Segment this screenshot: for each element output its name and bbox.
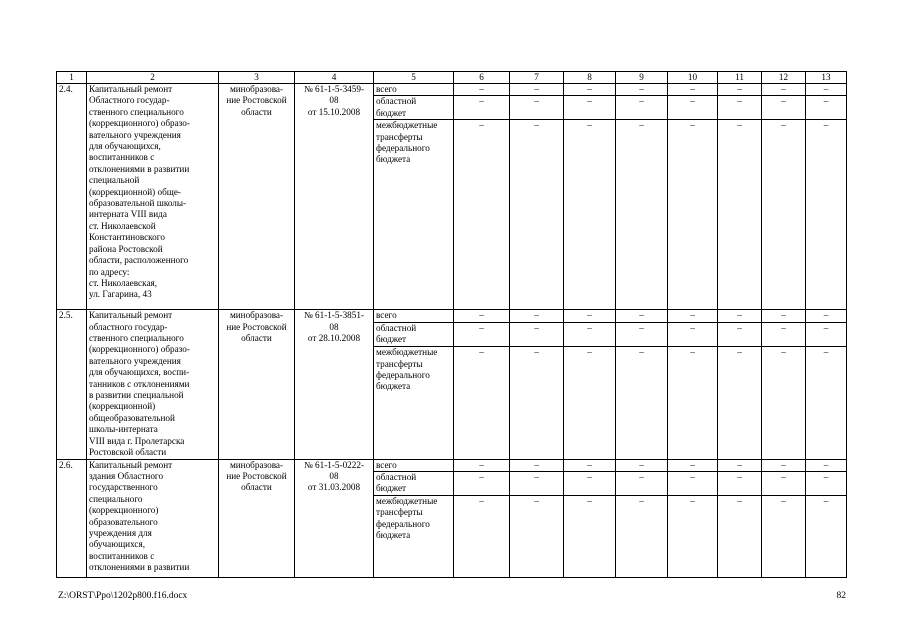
value-cell: –: [668, 84, 718, 96]
col-header-12: 12: [762, 72, 806, 84]
value-cell: –: [762, 84, 806, 96]
funding-source: межбюджетные трансферты федерального бюджета: [374, 495, 454, 577]
value-cell: –: [718, 322, 762, 346]
col-header-13: 13: [806, 72, 847, 84]
header-row: [57, 72, 847, 84]
value-cell: –: [454, 347, 510, 459]
col-header-10: 10: [668, 72, 718, 84]
responsible-org: минобразова- ние Ростовской области: [219, 310, 295, 459]
funding-source: всего: [374, 84, 454, 96]
value-cell: –: [510, 495, 564, 577]
value-cell: –: [510, 96, 564, 120]
value-cell: –: [564, 495, 616, 577]
value-cell: –: [510, 347, 564, 459]
value-cell: –: [454, 120, 510, 310]
funding-source: всего: [374, 459, 454, 471]
value-cell: –: [718, 471, 762, 495]
value-cell: –: [806, 347, 847, 459]
value-cell: –: [762, 120, 806, 310]
value-cell: –: [668, 310, 718, 323]
value-cell: –: [564, 322, 616, 346]
value-cell: –: [806, 310, 847, 323]
value-cell: –: [454, 322, 510, 346]
value-cell: –: [616, 471, 668, 495]
funding-source: областной бюджет: [374, 322, 454, 346]
value-cell: –: [668, 96, 718, 120]
col-header-11: 11: [718, 72, 762, 84]
value-cell: –: [564, 471, 616, 495]
object-name: Капитальный ремонт здания Областного государственного специального (коррекционного) образовательного учреждения для обучающихся, воспитанников с отклонениями в развитии: [87, 459, 219, 577]
value-cell: –: [510, 459, 564, 471]
value-cell: –: [668, 459, 718, 471]
value-cell: –: [454, 495, 510, 577]
table-row: [57, 84, 847, 96]
value-cell: –: [564, 310, 616, 323]
col-header-5: 5: [374, 72, 454, 84]
value-cell: –: [762, 459, 806, 471]
value-cell: –: [806, 471, 847, 495]
value-cell: –: [762, 347, 806, 459]
value-cell: –: [564, 347, 616, 459]
funding-source: межбюджетные трансферты федерального бюджета: [374, 120, 454, 310]
value-cell: –: [616, 84, 668, 96]
value-cell: –: [510, 471, 564, 495]
value-cell: –: [564, 96, 616, 120]
row-number: 2.5.: [57, 310, 87, 459]
document-ref: № 61-1-5-0222- 08 от 31.03.2008: [295, 459, 374, 577]
value-cell: –: [454, 96, 510, 120]
value-cell: –: [616, 347, 668, 459]
value-cell: –: [510, 310, 564, 323]
value-cell: –: [564, 459, 616, 471]
value-cell: –: [510, 322, 564, 346]
col-header-7: 7: [510, 72, 564, 84]
value-cell: –: [454, 471, 510, 495]
col-header-6: 6: [454, 72, 510, 84]
row-number: 2.6.: [57, 459, 87, 577]
value-cell: –: [762, 495, 806, 577]
col-header-9: 9: [616, 72, 668, 84]
value-cell: –: [454, 310, 510, 323]
object-name: Капитальный ремонт Областного государ- ственного специального (коррекционного) образо- вательного учреждения для обучающихся, воспитанников с отклонениями в развитии специальной (коррекционной) обще- образовательной школы- интерната VIII вида ст. Николаевской Константиновского района Ростовской области, расположенного по адресу: ст. Николаевская, ул. Гагарина, 43: [87, 84, 219, 310]
value-cell: –: [616, 495, 668, 577]
value-cell: –: [806, 96, 847, 120]
file-path: Z:\ORST\Ppo\1202p800.f16.docx: [58, 591, 188, 601]
value-cell: –: [454, 84, 510, 96]
col-header-2: 2: [87, 72, 219, 84]
value-cell: –: [762, 96, 806, 120]
col-header-3: 3: [219, 72, 295, 84]
value-cell: –: [718, 459, 762, 471]
object-name: Капитальный ремонт областного государ- ственного специального (коррекционного) образо- вательного учреждения для обучающихся, воспи- танников с отклонениями в развитии специальной (коррекционной) общеобразовательной школы-интерната VIII вида г. Пролетарска Ростовской области: [87, 310, 219, 459]
value-cell: –: [718, 310, 762, 323]
row-number: 2.4.: [57, 84, 87, 310]
value-cell: –: [668, 471, 718, 495]
value-cell: –: [806, 322, 847, 346]
value-cell: –: [564, 84, 616, 96]
value-cell: –: [718, 96, 762, 120]
value-cell: –: [510, 84, 564, 96]
value-cell: –: [806, 495, 847, 577]
value-cell: –: [616, 459, 668, 471]
value-cell: –: [762, 471, 806, 495]
col-header-4: 4: [295, 72, 374, 84]
table-row: [57, 310, 847, 323]
value-cell: –: [718, 120, 762, 310]
value-cell: –: [806, 459, 847, 471]
value-cell: –: [806, 84, 847, 96]
page-number: 82: [836, 591, 846, 601]
value-cell: –: [718, 495, 762, 577]
program-table: [56, 71, 847, 578]
value-cell: –: [668, 322, 718, 346]
responsible-org: минобразова- ние Ростовской области: [219, 84, 295, 310]
value-cell: –: [668, 120, 718, 310]
value-cell: –: [454, 459, 510, 471]
funding-source: областной бюджет: [374, 471, 454, 495]
value-cell: –: [762, 310, 806, 323]
table-row: [57, 459, 847, 471]
document-ref: № 61-1-5-3851- 08 от 28.10.2008: [295, 310, 374, 459]
value-cell: –: [668, 347, 718, 459]
value-cell: –: [616, 310, 668, 323]
funding-source: всего: [374, 310, 454, 323]
responsible-org: минобразова- ние Ростовской области: [219, 459, 295, 577]
col-header-1: 1: [57, 72, 87, 84]
value-cell: –: [510, 120, 564, 310]
funding-source: межбюджетные трансферты федерального бюджета: [374, 347, 454, 459]
value-cell: –: [616, 322, 668, 346]
value-cell: –: [616, 120, 668, 310]
value-cell: –: [616, 96, 668, 120]
value-cell: –: [806, 120, 847, 310]
value-cell: –: [564, 120, 616, 310]
value-cell: –: [718, 84, 762, 96]
document-ref: № 61-1-5-3459- 08 от 15.10.2008: [295, 84, 374, 310]
value-cell: –: [668, 495, 718, 577]
value-cell: –: [718, 347, 762, 459]
value-cell: –: [762, 322, 806, 346]
col-header-8: 8: [564, 72, 616, 84]
funding-source: областной бюджет: [374, 96, 454, 120]
